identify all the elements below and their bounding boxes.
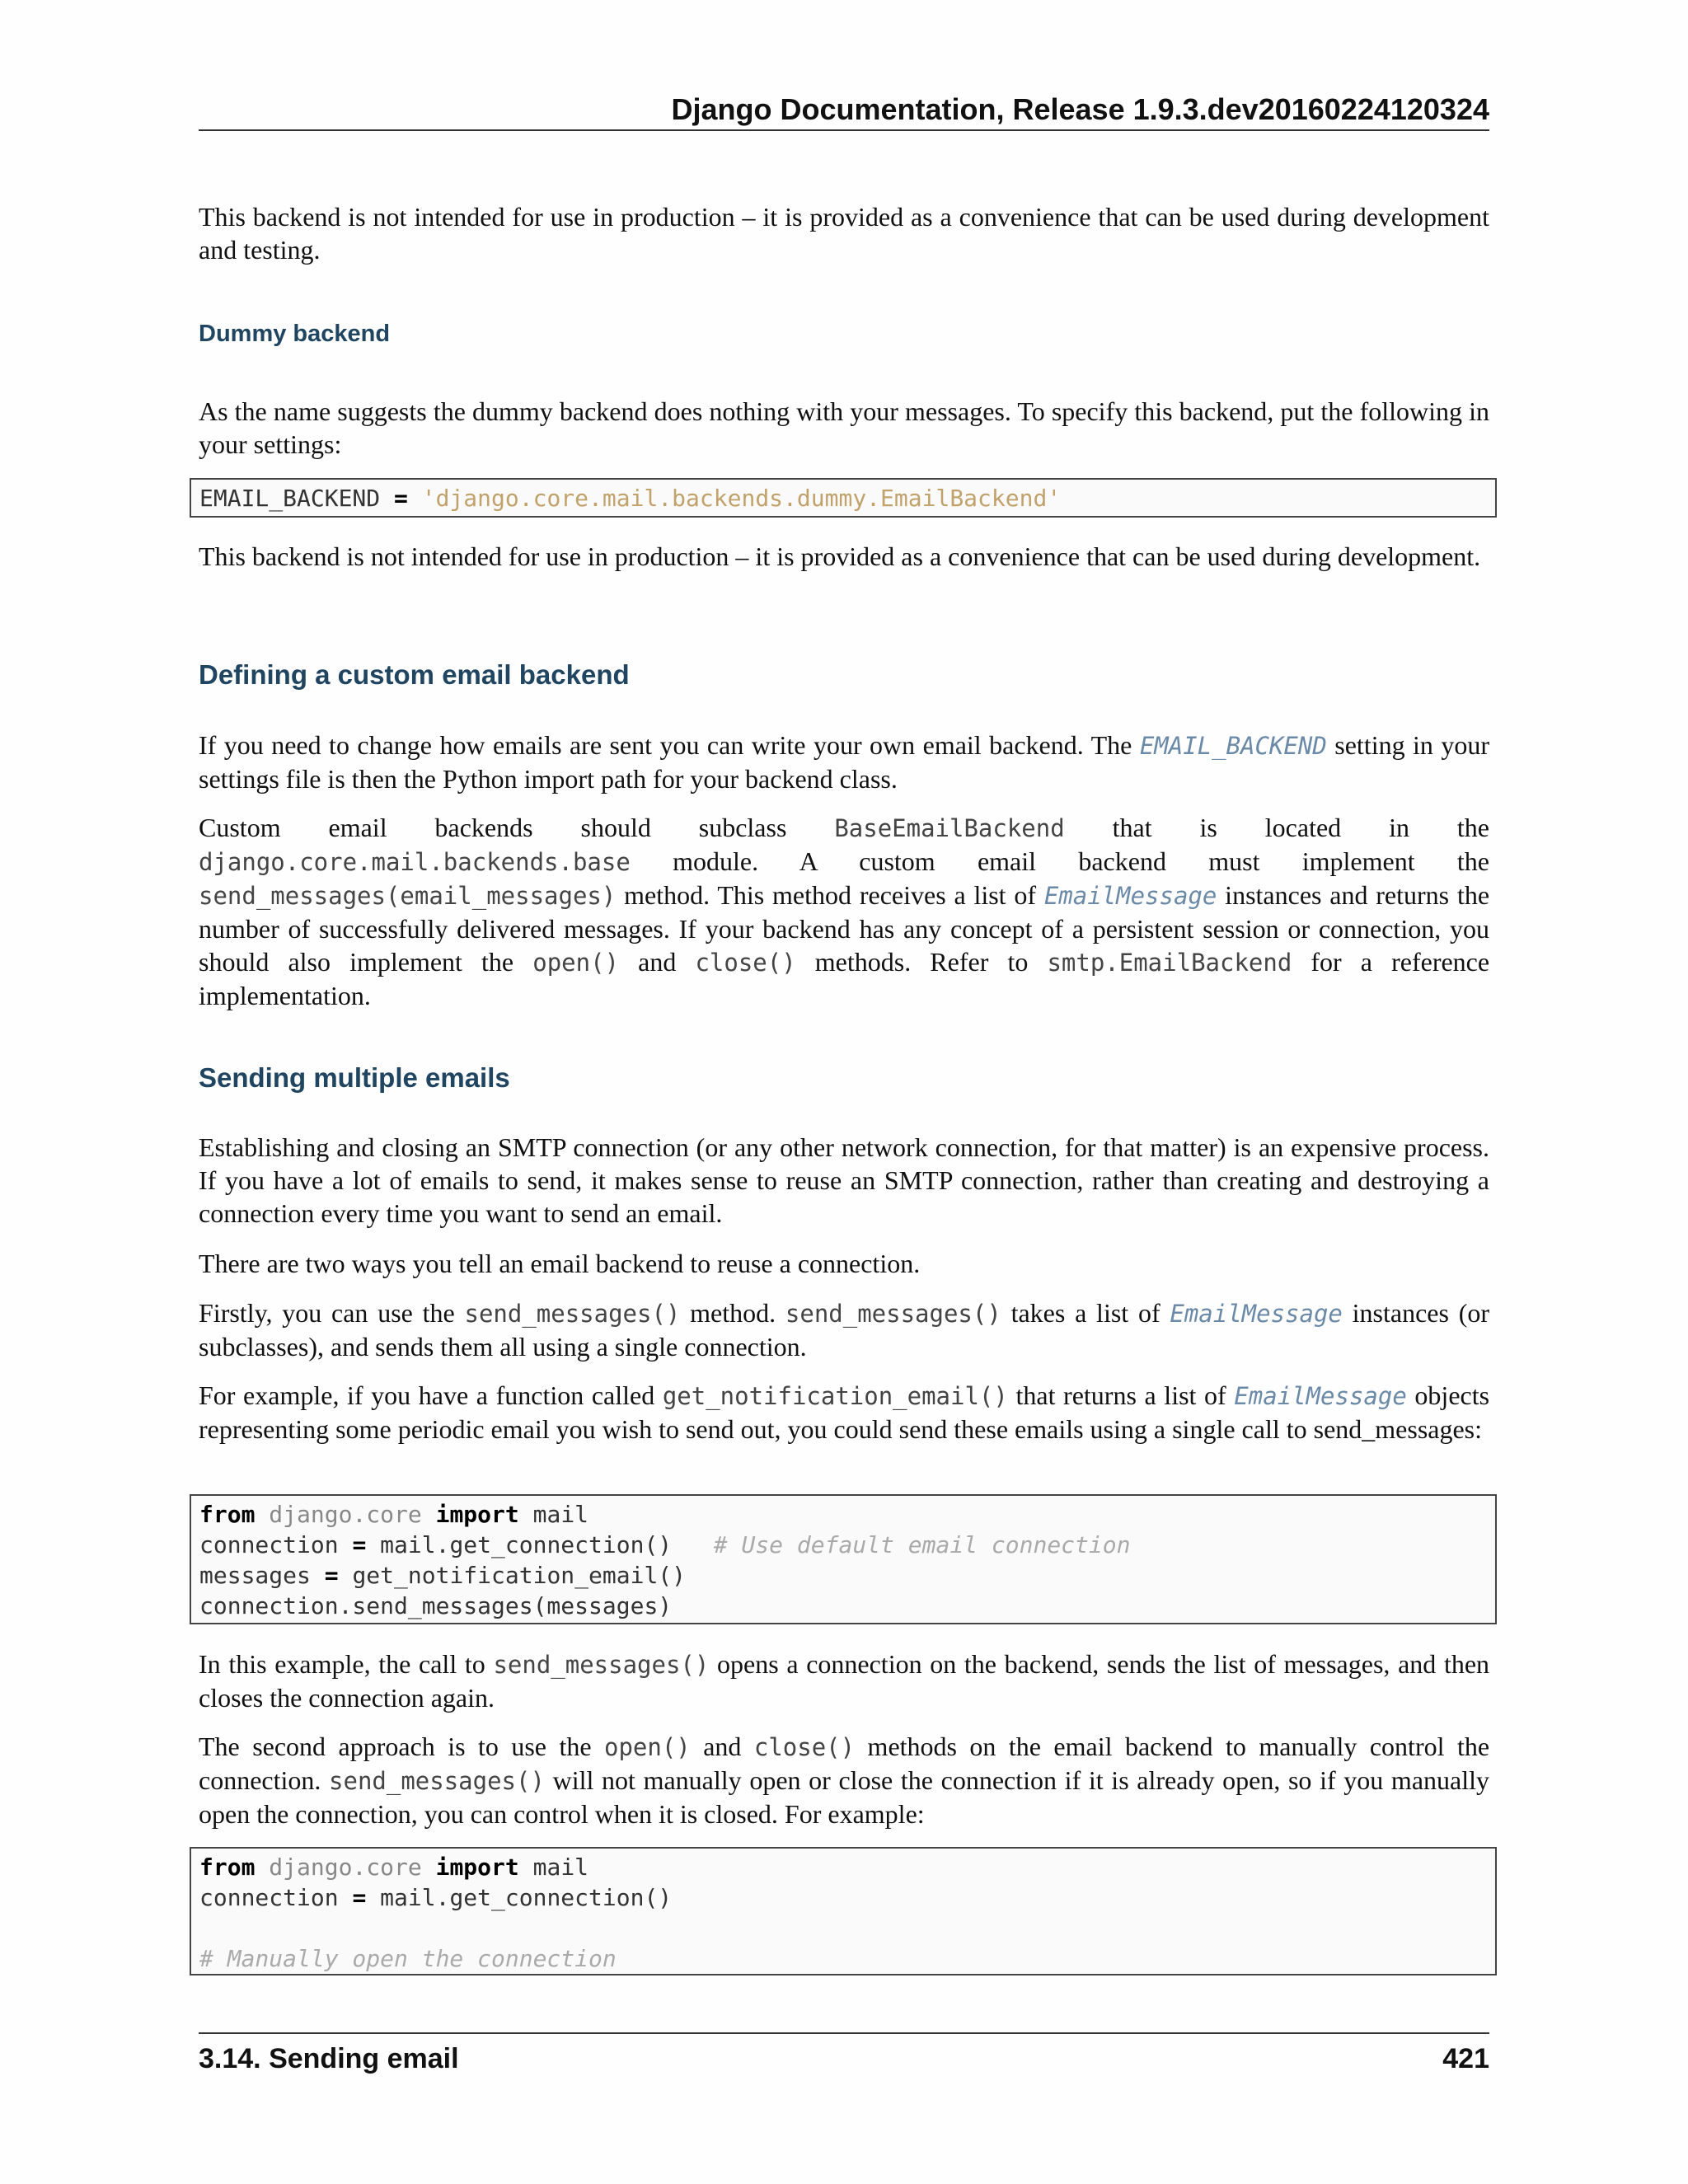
text-run: module. A custom email backend must implement the xyxy=(673,846,1490,876)
code-token: = xyxy=(394,485,408,512)
text-run: for a reference implementation. xyxy=(199,947,1490,1010)
email-message-link[interactable]: EmailMessage xyxy=(1234,1382,1407,1410)
inline-code: send_messages(email_messages) xyxy=(199,882,617,910)
text-run: will not manually open or close the connection if it is already open, so if you manually open the connection, you can control when it is closed. For example: xyxy=(199,1765,1490,1829)
text-run: setting in your settings file is then the Python import path for your backend class. xyxy=(199,730,1490,794)
code-token: django.core xyxy=(269,1501,422,1528)
text-run: method. xyxy=(690,1298,776,1328)
text-run: Custom email backends should subclass xyxy=(199,813,787,842)
text-run: methods. Refer to xyxy=(814,947,1029,977)
text-run: methods on the email backend to manually control the connection. xyxy=(199,1732,1490,1795)
code-token: mail xyxy=(532,1501,589,1528)
code-token: = xyxy=(352,1884,367,1911)
running-header: Django Documentation, Release 1.9.3.dev20160224120324 xyxy=(671,92,1489,126)
code-token: connection xyxy=(199,1531,339,1558)
code-token: messages xyxy=(199,1562,311,1589)
inline-code: open() xyxy=(532,949,620,977)
code-token: = xyxy=(352,1531,367,1558)
inline-code: close() xyxy=(695,949,796,977)
code-token: django.core xyxy=(269,1854,422,1881)
inline-code: close() xyxy=(753,1733,856,1761)
code-block-dummy xyxy=(190,478,1497,518)
custom-p1 xyxy=(199,729,1489,795)
page-number: 421 xyxy=(1442,2043,1489,2074)
text-run: and xyxy=(703,1732,742,1761)
inline-code: send_messages() xyxy=(464,1300,681,1328)
text-run: For example, if you have a function called xyxy=(199,1380,655,1410)
text-run: In this example, the call to xyxy=(199,1649,485,1679)
code-token: from xyxy=(199,1501,256,1528)
multiple-p2: There are two ways you tell an email backend to reuse a connection. xyxy=(199,1249,921,1278)
multiple-emails-heading: Sending multiple emails xyxy=(199,1062,510,1093)
inline-code: send_messages() xyxy=(329,1767,545,1795)
text-run: instances and returns the number of successfully delivered messages. If your backend has any concept of a persistent session or connection, you should also implement the xyxy=(199,880,1490,977)
header-rule xyxy=(199,129,1489,131)
footer-section-title: 3.14. Sending email xyxy=(199,2043,459,2074)
text-run: takes a list of xyxy=(1010,1298,1160,1328)
code-comment: # Use default email connection xyxy=(713,1531,1131,1558)
text-run: objects representing some periodic email you wish to send out, you could send these emails using a single call to send_messages: xyxy=(199,1380,1490,1444)
inline-code: get_notification_email() xyxy=(662,1382,1008,1410)
multiple-p5 xyxy=(199,1647,1489,1714)
inline-code: send_messages() xyxy=(785,1300,1001,1328)
dummy-intro-paragraph: As the name suggests the dummy backend does nothing with your messages. To specify this backend, put the following in your settings: xyxy=(199,396,1489,459)
text-run: The second approach is to use the xyxy=(199,1732,592,1761)
code-token: mail.get_connection() xyxy=(380,1884,673,1911)
text-run: method. This method receives a list of xyxy=(624,880,1037,910)
code-token: import xyxy=(435,1501,519,1528)
code-token: from xyxy=(199,1854,256,1881)
inline-code: django.core.mail.backends.base xyxy=(199,848,631,876)
multiple-p3 xyxy=(199,1296,1489,1363)
text-run: that returns a list of xyxy=(1015,1380,1226,1410)
code-token: EMAIL_BACKEND xyxy=(199,485,381,512)
code-token: get_notification_email() xyxy=(352,1562,687,1589)
code-token: mail xyxy=(532,1854,589,1881)
custom-backend-heading: Defining a custom email backend xyxy=(199,659,630,690)
text-run: If you need to change how emails are sent you can write your own email backend. The xyxy=(199,730,1132,760)
code-block-send-messages xyxy=(190,1494,1497,1624)
code-token: mail.get_connection() xyxy=(380,1531,673,1558)
email-message-link[interactable]: EmailMessage xyxy=(1043,882,1217,910)
multiple-p6 xyxy=(199,1730,1489,1830)
code-block-open-connection xyxy=(190,1847,1497,1975)
email-message-link[interactable]: EmailMessage xyxy=(1170,1300,1343,1328)
text-run: that is located in the xyxy=(1112,813,1489,842)
dummy-backend-heading: Dummy backend xyxy=(199,321,391,347)
inline-code: BaseEmailBackend xyxy=(834,814,1065,842)
inline-code: open() xyxy=(604,1733,691,1761)
intro-paragraph: This backend is not intended for use in production – it is provided as a convenience that can be used during development and testing. xyxy=(199,202,1489,265)
code-token: connection.send_messages(messages) xyxy=(199,1592,673,1619)
email-backend-link[interactable]: EMAIL_BACKEND xyxy=(1139,732,1327,760)
text-run: and xyxy=(638,947,677,977)
code-token: connection xyxy=(199,1884,339,1911)
multiple-p4 xyxy=(199,1379,1489,1446)
inline-code: send_messages() xyxy=(493,1651,710,1679)
code-token: import xyxy=(435,1854,519,1881)
footer-rule xyxy=(199,2032,1489,2034)
code-comment: # Manually open the connection xyxy=(199,1945,617,1972)
multiple-p1: Establishing and closing an SMTP connection (or any other network connection, for that matter) is an expensive process. If you have a lot of emails to send, it makes sense to reuse an SMTP connection, rather than creating and destroying a connection every time you want to send an email. xyxy=(199,1132,1489,1228)
text-run: Firstly, you can use the xyxy=(199,1298,455,1328)
code-token: = xyxy=(324,1562,339,1589)
text-run: opens a connection on the backend, sends the list of messages, and then closes the connection again. xyxy=(199,1649,1490,1713)
inline-code: smtp.EmailBackend xyxy=(1047,949,1292,977)
dummy-note-paragraph: This backend is not intended for use in production – it is provided as a convenience that can be used during development. xyxy=(199,541,1481,571)
text-run: instances (or subclasses), and sends them all using a single connection. xyxy=(199,1298,1490,1361)
custom-p2 xyxy=(199,811,1489,1012)
code-token: 'django.core.mail.backends.dummy.EmailBackend' xyxy=(421,485,1062,512)
